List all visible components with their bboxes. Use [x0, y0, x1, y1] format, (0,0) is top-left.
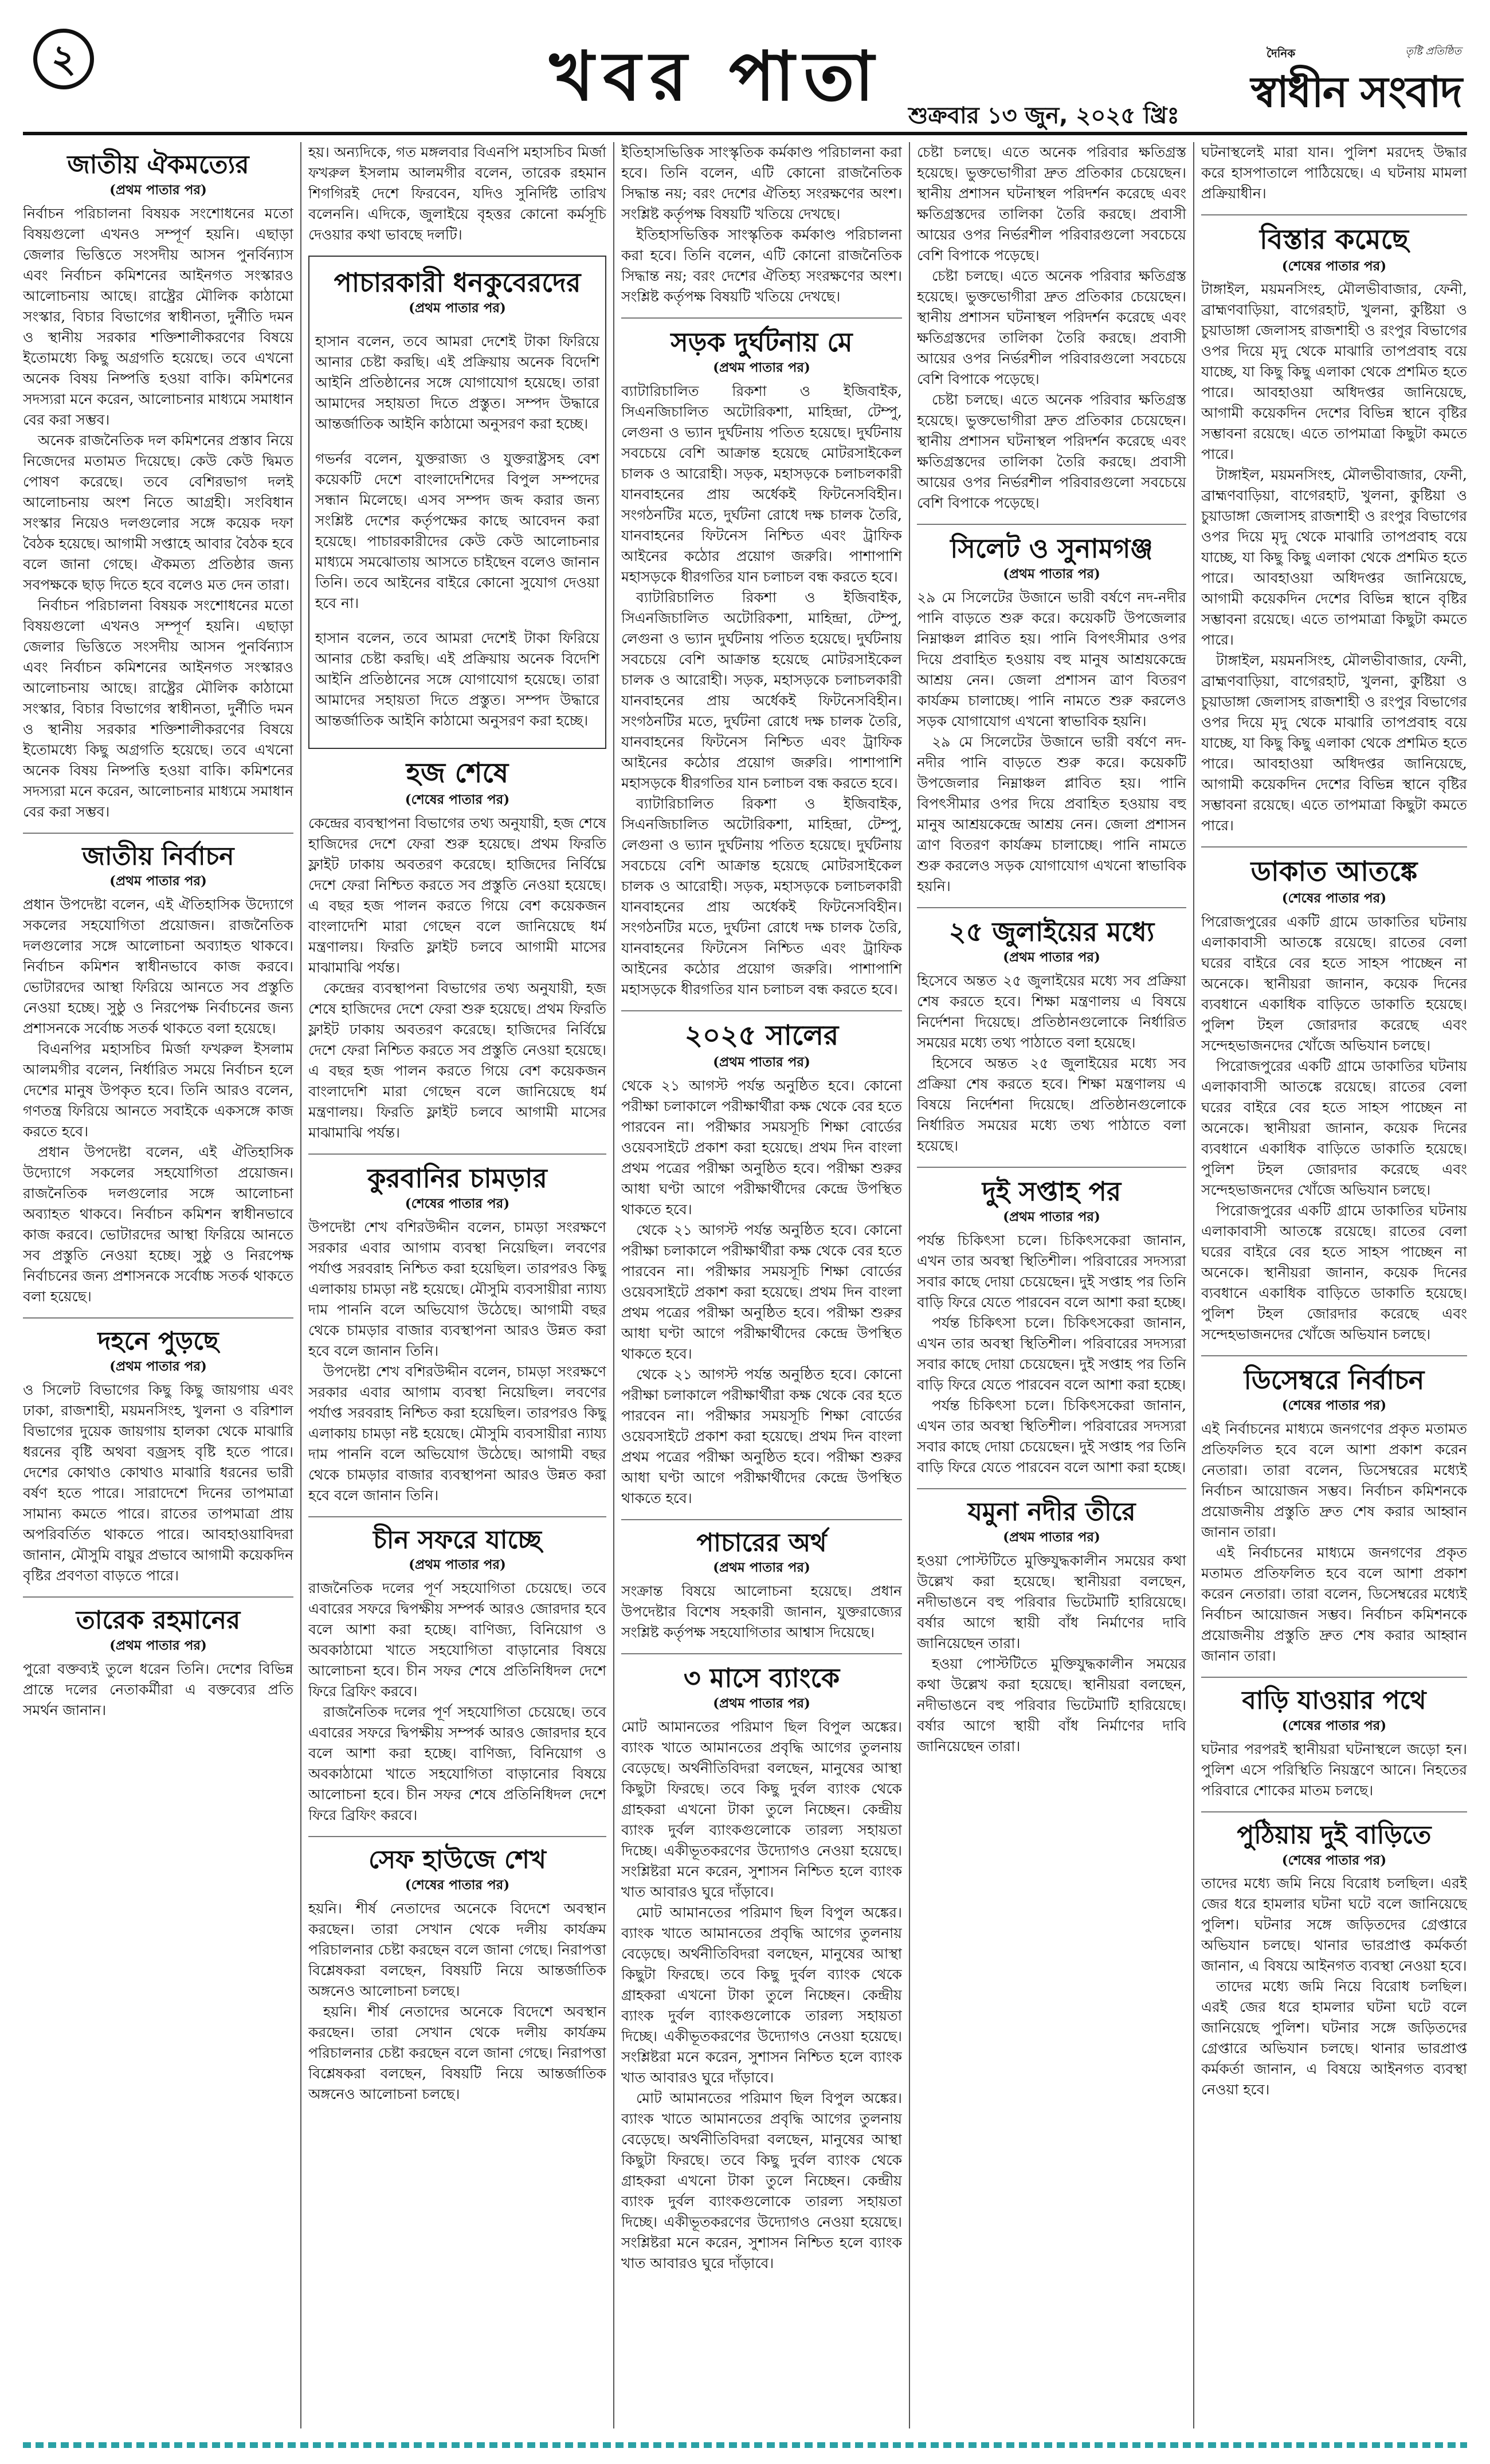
article-headline: ২৫ জুলাইয়ের মধ্যে: [948, 916, 1155, 948]
continuation-label: ( প্রথম পাতার পর ): [1003, 566, 1100, 582]
article-hajj-seshe: [308, 757, 606, 1143]
brand-daily-label: দৈনিক: [1266, 46, 1296, 60]
article-paragraph: পর্যন্ত চিকিৎসা চলে। চিকিৎসকেরা জানান, এখন তার অবস্থা স্থিতিশীল। পরিবারের সদস্যরা সবার কাছে দোয়া চেয়েছেন। দুই সপ্তাহ পর তিনি বাড়ি ফিরে যেতে পারবেন বলে আশা করা হচ্ছে।: [917, 1397, 1186, 1476]
continuation-label: ( প্রথম পাতার পর ): [713, 360, 810, 375]
article-paragraph: হাসান বলেন, তবে আমরা দেশেই টাকা ফিরিয়ে আনার চেষ্টা করছি। এই প্রক্রিয়ায় অনেক বিদেশি আইনি প্রতিষ্ঠানের সঙ্গে যোগাযোগ হয়েছে। তারা আমাদের সহায়তা দিতে প্রস্তুত। সম্পদ উদ্ধারে আন্তর্জাতিক আইনি কাঠামো অনুসরণ করা হচ্ছে।: [315, 630, 599, 729]
column-1: [23, 142, 293, 2428]
article-paragraph: এই নির্বাচনের মাধ্যমে জনগণের প্রকৃত মতামত প্রতিফলিত হবে বলে আশা প্রকাশ করেন নেতারা। তারা বলেন, ডিসেম্বরের মধ্যেই নির্বাচন আয়োজন সম্ভব। নির্বাচন কমিশনকে প্রয়োজনীয় প্রস্তুতি দ্রুত শেষ করার আহ্বান জানান তারা।: [1201, 1544, 1467, 1665]
article-paragraph: ও সিলেট বিভাগের কিছু কিছু জায়গায় এবং ঢাকা, রাজশাহী, ময়মনসিংহ, খুলনা ও বরিশাল বিভাগের দুয়েক জায়গায় হালকা থেকে মাঝারি ধরনের বৃষ্টি অথবা বজ্রসহ বৃষ্টি হতে পারে। দেশের কোথাও কোথাও মাঝারি ধরনের ভারী বর্ষণ হতে পারে। সারাদেশে দিনের তাপমাত্রা সামান্য কমতে পারে। রাতের তাপমাত্রা প্রায় অপরিবর্তিত থাকতে পারে। আবহাওয়াবিদরা জানান, মৌসুমি বায়ুর প্রভাবে আগামী কয়েকদিন বৃষ্টির প্রবণতা বাড়তে পারে।: [23, 1382, 293, 1584]
article-paragraph: মোট আমানতের পরিমাণ ছিল বিপুল অঙ্কের। ব্যাংক খাতে আমানতের প্রবৃদ্ধি আগের তুলনায় বেড়েছে। অর্থনীতিবিদরা বলছেন, মানুষের আস্থা কিছুটা ফিরছে। তবে কিছু দুর্বল ব্যাংক থেকে গ্রাহকরা এখনো টাকা তুলে নিচ্ছেন। কেন্দ্রীয় ব্যাংক দুর্বল ব্যাংকগুলোকে তারল্য সহায়তা দিচ্ছে। একীভূতকরণের উদ্যোগও নেওয়া হয়েছে। সংশ্লিষ্টরা মনে করেন, সুশাসন নিশ্চিত হলে ব্যাংক খাত আবারও ঘুরে দাঁড়াবে।: [621, 1718, 902, 1901]
brand-logo-text: স্বাধীন সংবাদ: [1250, 68, 1461, 117]
continuation-label: ( শেষের পাতার পর ): [1282, 1398, 1386, 1413]
continuation-label: ( শেষের পাতার পর ): [1282, 890, 1386, 906]
continuation-label: ( প্রথম পাতার পর ): [713, 1560, 810, 1575]
continuation-label: ( প্রথম পাতার পর ): [1003, 949, 1100, 965]
article-paragraph: বিএনপির মহাসচিব মির্জা ফখরুল ইসলাম আলমগীর বলেন, নির্ধারিত সময়ে নির্বাচন হলে দেশের মানুষ উপকৃত হবে। তিনি আরও বলেন, গণতন্ত্র ফিরিয়ে আনতে সবাইকে একসঙ্গে কাজ করতে হবে।: [23, 1041, 293, 1140]
article-kurbanir-chamra: [308, 1163, 606, 1506]
page-number: ২: [33, 29, 94, 89]
continuation-label: ( প্রথম পাতার পর ): [109, 1359, 207, 1374]
article-paragraph: তাদের মধ্যে জমি নিয়ে বিরোধ চলছিল। এরই জের ধরে হামলার ঘটনা ঘটে বলে জানিয়েছে পুলিশ। ঘটনার সঙ্গে জড়িতদের গ্রেপ্তারে অভিযান চলছে। থানার ভারপ্রাপ্ত কর্মকর্তা জানান, এ বিষয়ে আইনগত ব্যবস্থা নেওয়া হবে।: [1201, 1875, 1467, 1975]
article-headline: কুরবানির চামড়ার: [367, 1162, 547, 1194]
decorative-bottom-border: [23, 2442, 1467, 2448]
article-paragraph: নির্বাচন পরিচালনা বিষয়ক সংশোধনের মতো বিষয়গুলো এখনও সম্পূর্ণ হয়নি। এছাড়া জেলার ভিত্তিতে সংসদীয় আসন পুনর্বিন্যাস এবং নির্বাচন কমিশনের আইনগত সংস্কারও আলোচনায় আছে। রাষ্ট্রের মৌলিক কাঠামো সংস্কার, বিচার বিভাগের স্বাধীনতা, দুর্নীতি দমন ও স্থানীয় সরকার শক্তিশালীকরণের বিষয়ে ইতোমধ্যে কিছু অগ্রগতি হয়েছে। তবে এখনো অনেক বিষয় নিষ্পত্তি হওয়া বাকি। কমিশনের সদস্যরা মনে করেন, আলোচনার মাধ্যমে সমাধান বের করা সম্ভব।: [23, 205, 293, 428]
column-divider: [621, 1653, 902, 1654]
article-headline: ডাকাত আতঙ্কে: [1250, 856, 1418, 888]
article-paragraph: পর্যন্ত চিকিৎসা চলে। চিকিৎসকেরা জানান, এখন তার অবস্থা স্থিতিশীল। পরিবারের সদস্যরা সবার কাছে দোয়া চেয়েছেন। দুই সপ্তাহ পর তিনি বাড়ি ফিরে যেতে পারবেন বলে আশা করা হচ্ছে।: [917, 1315, 1186, 1394]
column-5: [1201, 142, 1467, 2428]
article-dui-soptaho-por: [917, 1176, 1186, 1478]
column-rule: [613, 142, 614, 2428]
article-columns: [23, 142, 1467, 2428]
article-paragraph: ব্যাটারিচালিত রিকশা ও ইজিবাইক, সিএনজিচালিত অটোরিকশা, মাহিন্দ্রা, টেম্পু, লেগুনা ও ভ্যান দুর্ঘটনায় পতিত হয়েছে। দুর্ঘটনায় সবচেয়ে বেশি আক্রান্ত হয়েছে মোটরসাইকেল চালক ও আরোহী। সড়ক, মহাসড়কে চলাচলকারী যানবাহনের প্রায় অর্ধেকই ফিটনেসবিহীন। সংগঠনটির মতে, দুর্ঘটনা রোধে দক্ষ চালক তৈরি, যানবাহনের ফিটনেস নিশ্চিত এবং ট্রাফিক আইনের কঠোর প্রয়োগ জরুরি। পাশাপাশি মহাসড়কে ধীরগতির যান চলাচল বন্ধ করতে হবে।: [621, 589, 902, 792]
article-paragraph: ঘটনাস্থলেই মারা যান। পুলিশ মরদেহ উদ্ধার করে হাসপাতালে পাঠিয়েছে। এ ঘটনায় মামলা প্রক্রিয়াধীন।: [1201, 144, 1467, 202]
column-divider: [917, 907, 1186, 908]
continuation-label: ( প্রথম পাতার পর ): [109, 873, 207, 889]
publication-date: শুক্রবার ১৩ জুন, ২০২৫ খ্রিঃ: [908, 103, 1179, 129]
article-paragraph: কেন্দ্রের ব্যবস্থাপনা বিভাগের তথ্য অনুযায়ী, হজ শেষে হাজিদের দেশে ফেরা শুরু হয়েছে। প্রথম ফিরতি ফ্লাইট ঢাকায় অবতরণ করেছে। হাজিদের নির্বিঘ্নে দেশে ফেরা নিশ্চিত করতে সব প্রস্তুতি নেওয়া হয়েছে। এ বছর হজ পালন করতে গিয়ে বেশ কয়েকজন বাংলাদেশি মারা গেছেন বলে জানিয়েছে ধর্ম মন্ত্রণালয়। ফিরতি ফ্লাইট চলবে আগামী মাসের মাঝামাঝি পর্যন্ত।: [308, 814, 606, 976]
column-divider: [917, 1488, 1186, 1489]
article-paragraph: মোট আমানতের পরিমাণ ছিল বিপুল অঙ্কের। ব্যাংক খাতে আমানতের প্রবৃদ্ধি আগের তুলনায় বেড়েছে। অর্থনীতিবিদরা বলছেন, মানুষের আস্থা কিছুটা ফিরছে। তবে কিছু দুর্বল ব্যাংক থেকে গ্রাহকরা এখনো টাকা তুলে নিচ্ছেন। কেন্দ্রীয় ব্যাংক দুর্বল ব্যাংকগুলোকে তারল্য সহায়তা দিচ্ছে। একীভূতকরণের উদ্যোগও নেওয়া হয়েছে। সংশ্লিষ্টরা মনে করেন, সুশাসন নিশ্চিত হলে ব্যাংক খাত আবারও ঘুরে দাঁড়াবে।: [621, 2090, 902, 2272]
article-paragraph: মোট আমানতের পরিমাণ ছিল বিপুল অঙ্কের। ব্যাংক খাতে আমানতের প্রবৃদ্ধি আগের তুলনায় বেড়েছে। অর্থনীতিবিদরা বলছেন, মানুষের আস্থা কিছুটা ফিরছে। তবে কিছু দুর্বল ব্যাংক থেকে গ্রাহকরা এখনো টাকা তুলে নিচ্ছেন। কেন্দ্রীয় ব্যাংক দুর্বল ব্যাংকগুলোকে তারল্য সহায়তা দিচ্ছে। একীভূতকরণের উদ্যোগও নেওয়া হয়েছে। সংশ্লিষ্টরা মনে করেন, সুশাসন নিশ্চিত হলে ব্যাংক খাত আবারও ঘুরে দাঁড়াবে।: [621, 1904, 902, 2086]
article-paragraph: থেকে ২১ আগস্ট পর্যন্ত অনুষ্ঠিত হবে। কোনো পরীক্ষা চলাকালে পরীক্ষার্থীরা কক্ষ থেকে বের হতে পারবেন না। পরীক্ষার সময়সূচি শিক্ষা বোর্ডের ওয়েবসাইটে প্রকাশ করা হয়েছে। প্রথম দিন বাংলা প্রথম পত্রের পরীক্ষা অনুষ্ঠিত হবে। পরীক্ষা শুরুর আধা ঘণ্টা আগে পরীক্ষার্থীদের কেন্দ্রে উপস্থিত থাকতে হবে।: [621, 1366, 902, 1506]
column-divider: [621, 1519, 902, 1520]
column-2: [308, 142, 606, 2428]
continuation-label: ( শেষের পাতার পর ): [405, 1196, 509, 1211]
article-headline: সেফ হাউজে শেখ: [368, 1845, 546, 1875]
article-paragraph: রাজনৈতিক দলের পূর্ণ সহযোগিতা চেয়েছে। তবে এবারের সফরে দ্বিপক্ষীয় সম্পর্ক আরও জোরদার হবে বলে আশা করা হচ্ছে। বাণিজ্য, বিনিয়োগ ও অবকাঠামো খাতে সহযোগিতা বাড়ানোর বিষয়ে আলোচনা হবে। চীন সফর শেষে প্রতিনিধিদল দেশে ফিরে ব্রিফিং করবে।: [308, 1580, 606, 1700]
article-paragraph: পিরোজপুরের একটি গ্রামে ডাকাতির ঘটনায় এলাকাবাসী আতঙ্কে রয়েছে। রাতের বেলা ঘরের বাইরে বের হতে সাহস পাচ্ছেন না অনেকে। স্থানীয়রা জানান, কয়েক দিনের ব্যবধানে একাধিক বাড়িতে ডাকাতি হয়েছে। পুলিশ টহল জোরদার করেছে এবং সন্দেহভাজনদের খোঁজে অভিযান চলছে।: [1201, 913, 1467, 1054]
article-jatiyo-oikkomotto: [23, 150, 293, 822]
article-jamuna-nodi: [917, 1497, 1186, 1757]
column-rule: [909, 142, 910, 2428]
continuation-label: ( শেষের পাতার পর ): [1282, 258, 1386, 274]
article-headline: সিলেট ও সুনামগঞ্জ: [950, 533, 1153, 564]
continuation-label: ( শেষের পাতার পর ): [405, 792, 509, 807]
column-divider: [23, 833, 293, 834]
article-paragraph: ইতিহাসভিত্তিক সাংস্কৃতিক কর্মকাণ্ড পরিচালনা করা হবে। তিনি বলেন, এটি কোনো রাজনৈতিক সিদ্ধান্ত নয়; বরং দেশের ঐতিহ্য সংরক্ষণের অংশ। সংশ্লিষ্ট কর্তৃপক্ষ বিষয়টি খতিয়ে দেখছে।: [621, 226, 902, 305]
article-paragraph: চেষ্টা চলছে। এতে অনেক পরিবার ক্ষতিগ্রস্ত হয়েছে। ভুক্তভোগীরা দ্রুত প্রতিকার চেয়েছেন। স্থানীয় প্রশাসন ঘটনাস্থল পরিদর্শন করেছে এবং ক্ষতিগ্রস্তদের তালিকা তৈরি করছে। প্রবাসী আয়ের ওপর নির্ভরশীল পরিবারগুলো সবচেয়ে বেশি বিপাকে পড়েছে।: [917, 144, 1186, 264]
continuation-label: ( শেষের পাতার পর ): [1282, 1853, 1386, 1868]
article-paragraph: হয়নি। শীর্ষ নেতাদের অনেকে বিদেশে অবস্থান করছেন। তারা সেখান থেকে দলীয় কার্যক্রম পরিচালনার চেষ্টা করছেন বলে জানা গেছে। নিরাপত্তা বিশ্লেষকরা বলছেন, বিষয়টি নিয়ে আন্তর্জাতিক অঙ্গনেও আলোচনা চলছে।: [308, 2003, 606, 2103]
article-paragraph: উপদেষ্টা শেখ বশিরউদ্দীন বলেন, চামড়া সংরক্ষণে সরকার এবার আগাম ব্যবস্থা নিয়েছিল। লবণের পর্যাপ্ত সরবরাহ নিশ্চিত করা হয়েছিল। তারপরও কিছু এলাকায় চামড়া নষ্ট হয়েছে। মৌসুমি ব্যবসায়ীরা ন্যায্য দাম পাননি বলে অভিযোগ উঠেছে। আগামী বছর থেকে চামড়ার বাজার ব্যবস্থাপনা আরও উন্নত করা হবে বলে জানান তিনি।: [308, 1363, 606, 1504]
article-headline: তারেক রহমানের: [76, 1606, 241, 1635]
article-headline: ২০২৫ সালের: [684, 1019, 839, 1052]
column-rule: [1193, 142, 1194, 2428]
article-headline: ডিসেম্বরে নির্বাচন: [1244, 1364, 1425, 1395]
article-3-mase-bank: [621, 1662, 902, 2274]
article-pacharer-ortho: [621, 1528, 902, 1643]
article-headline: দুই সপ্তাহ পর: [982, 1176, 1122, 1207]
article-25-july: [917, 916, 1186, 1156]
article-headline: চীন সফরে যাচ্ছে: [373, 1525, 542, 1555]
article-paragraph: পিরোজপুরের একটি গ্রামে ডাকাতির ঘটনায় এলাকাবাসী আতঙ্কে রয়েছে। রাতের বেলা ঘরের বাইরে বের হতে সাহস পাচ্ছেন না অনেকে। স্থানীয়রা জানান, কয়েক দিনের ব্যবধানে একাধিক বাড়িতে ডাকাতি হয়েছে। পুলিশ টহল জোরদার করেছে এবং সন্দেহভাজনদের খোঁজে অভিযান চলছে।: [1201, 1202, 1467, 1343]
article-bari-jawar-pothe: [1201, 1686, 1467, 1801]
column-divider: [1201, 214, 1467, 215]
continuation-label: ( প্রথম পাতার পর ): [109, 1638, 207, 1653]
article-paragraph: কেন্দ্রের ব্যবস্থাপনা বিভাগের তথ্য অনুযায়ী, হজ শেষে হাজিদের দেশে ফেরা শুরু হয়েছে। প্রথম ফিরতি ফ্লাইট ঢাকায় অবতরণ করেছে। হাজিদের নির্বিঘ্নে দেশে ফেরা নিশ্চিত করতে সব প্রস্তুতি নেওয়া হয়েছে। এ বছর হজ পালন করতে গিয়ে বেশ কয়েকজন বাংলাদেশি মারা গেছেন বলে জানিয়েছে ধর্ম মন্ত্রণালয়। ফিরতি ফ্লাইট চলবে আগামী মাসের মাঝামাঝি পর্যন্ত।: [308, 979, 606, 1141]
article-sylhet-sunamganj: [917, 533, 1186, 897]
article-paragraph: অনেক রাজনৈতিক দল কমিশনের প্রস্তাব নিয়ে নিজেদের মতামত দিয়েছে। কেউ কেউ দ্বিমত পোষণ করেছে। তবে বেশিরভাগ দলই আলোচনায় অংশ নিতে আগ্রহী। সংবিধান সংস্কার নিয়েও দলগুলোর সঙ্গে কয়েক দফা বৈঠক হয়েছে। আগামী সপ্তাহে আবার বৈঠক হবে বলে জানা গেছে। ঐকমত্য প্রতিষ্ঠার জন্য সবপক্ষকে ছাড় দিতে হবে বলেও মত দেন তারা।: [23, 431, 293, 593]
article-headline: পাচারকারী ধনকুবেরদের: [334, 267, 581, 298]
continuation-label: ( প্রথম পাতার পর ): [713, 1696, 810, 1711]
article-paragraph: ব্যাটারিচালিত রিকশা ও ইজিবাইক, সিএনজিচালিত অটোরিকশা, মাহিন্দ্রা, টেম্পু, লেগুনা ও ভ্যান দুর্ঘটনায় পতিত হয়েছে। দুর্ঘটনায় সবচেয়ে বেশি আক্রান্ত হয়েছে মোটরসাইকেল চালক ও আরোহী। সড়ক, মহাসড়কে চলাচলকারী যানবাহনের প্রায় অর্ধেকই ফিটনেসবিহীন। সংগঠনটির মতে, দুর্ঘটনা রোধে দক্ষ চালক তৈরি, যানবাহনের ফিটনেস নিশ্চিত এবং ট্রাফিক আইনের কঠোর প্রয়োগ জরুরি। পাশাপাশি মহাসড়কে ধীরগতির যান চলাচল বন্ধ করতে হবে।: [621, 383, 902, 586]
article-tarek-rahman: [23, 1606, 293, 1721]
article-headline: জাতীয় ঐকমত্যের: [67, 150, 249, 179]
article-paragraph: হয়। অন্যদিকে, গত মঙ্গলবার বিএনপি মহাসচিব মির্জা ফখরুল ইসলাম আলমগীর বলেন, তারেক রহমান শিগগিরই দেশে ফিরবেন, যদিও সুনির্দিষ্ট তারিখ বলেননি। এদিকে, জুলাইয়ে বৃহত্তর কোনো কর্মসূচি দেওয়ার কথা ভাবছে দলটি।: [308, 144, 606, 243]
article-headline: দহনে পুড়ছে: [97, 1327, 219, 1356]
article-dakat-atonke: [1201, 856, 1467, 1344]
article-paragraph: ২৯ মে সিলেটের উজানে ভারী বর্ষণে নদ-নদীর পানি বাড়তে শুরু করে। কয়েকটি উপজেলার নিম্নাঞ্চল প্লাবিত হয়। পানি বিপৎসীমার ওপর দিয়ে প্রবাহিত হওয়ায় বহু মানুষ আশ্রয়কেন্দ্রে আশ্রয় নেন। জেলা প্রশাসন ত্রাণ বিতরণ কার্যক্রম চালাচ্ছে। পানি নামতে শুরু করলেও সড়ক যোগাযোগ এখনো স্বাভাবিক হয়নি।: [917, 733, 1186, 895]
article-continued-top: [917, 142, 1186, 513]
article-december-nirbachon: [1201, 1364, 1467, 1666]
column-divider: [621, 317, 902, 319]
article-dohone-purche: [23, 1327, 293, 1586]
article-headline: পাচারের অর্থ: [696, 1528, 827, 1557]
article-paragraph: হিসেবে অন্তত ২৫ জুলাইয়ের মধ্যে সব প্রক্রিয়া শেষ করতে হবে। শিক্ষা মন্ত্রণালয় এ বিষয়ে নির্দেশনা দিয়েছে। প্রতিষ্ঠানগুলোকে নির্ধারিত সময়ের মধ্যে তথ্য পাঠাতে বলা হয়েছে।: [917, 1055, 1186, 1155]
article-paragraph: এই নির্বাচনের মাধ্যমে জনগণের প্রকৃত মতামত প্রতিফলিত হবে বলে আশা প্রকাশ করেন নেতারা। তারা বলেন, ডিসেম্বরের মধ্যেই নির্বাচন আয়োজন সম্ভব। নির্বাচন কমিশনকে প্রয়োজনীয় প্রস্তুতি দ্রুত শেষ করার আহ্বান জানান তারা।: [1201, 1421, 1467, 1541]
continuation-label: ( প্রথম পাতার পর ): [713, 1054, 810, 1070]
article-paragraph: রাজনৈতিক দলের পূর্ণ সহযোগিতা চেয়েছে। তবে এবারের সফরে দ্বিপক্ষীয় সম্পর্ক আরও জোরদার হবে বলে আশা করা হচ্ছে। বাণিজ্য, বিনিয়োগ ও অবকাঠামো খাতে সহযোগিতা বাড়ানোর বিষয়ে আলোচনা হবে। চীন সফর শেষে প্রতিনিধিদল দেশে ফিরে ব্রিফিং করবে।: [308, 1704, 606, 1824]
column-divider: [23, 1596, 293, 1598]
article-paragraph: পিরোজপুরের একটি গ্রামে ডাকাতির ঘটনায় এলাকাবাসী আতঙ্কে রয়েছে। রাতের বেলা ঘরের বাইরে বের হতে সাহস পাচ্ছেন না অনেকে। স্থানীয়রা জানান, কয়েক দিনের ব্যবধানে একাধিক বাড়িতে ডাকাতি হয়েছে। পুলিশ টহল জোরদার করেছে এবং সন্দেহভাজনদের খোঁজে অভিযান চলছে।: [1201, 1057, 1467, 1198]
article-paragraph: হওয়া পোস্টটিতে মুক্তিযুদ্ধকালীন সময়ের কথা উল্লেখ করা হয়েছে। স্থানীয়রা বলছেন, নদীভাঙনে বহু পরিবার ভিটেমাটি হারিয়েছে। বর্ষার আগে স্থায়ী বাঁধ নির্মাণের দাবি জানিয়েছেন তারা।: [917, 1655, 1186, 1755]
article-paragraph: ব্যাটারিচালিত রিকশা ও ইজিবাইক, সিএনজিচালিত অটোরিকশা, মাহিন্দ্রা, টেম্পু, লেগুনা ও ভ্যান দুর্ঘটনায় পতিত হয়েছে। দুর্ঘটনায় সবচেয়ে বেশি আক্রান্ত হয়েছে মোটরসাইকেল চালক ও আরোহী। সড়ক, মহাসড়কে চলাচলকারী যানবাহনের প্রায় অর্ধেকই ফিটনেসবিহীন। সংগঠনটির মতে, দুর্ঘটনা রোধে দক্ষ চালক তৈরি, যানবাহনের ফিটনেস নিশ্চিত এবং ট্রাফিক আইনের কঠোর প্রয়োগ জরুরি। পাশাপাশি মহাসড়কে ধীরগতির যান চলাচল বন্ধ করতে হবে।: [621, 795, 902, 998]
article-paragraph: প্রধান উপদেষ্টা বলেন, এই ঐতিহাসিক উদ্যোগে সকলের সহযোগিতা প্রয়োজন। রাজনৈতিক দলগুলোর সঙ্গে আলোচনা অব্যাহত থাকবে। নির্বাচন কমিশন স্বাধীনভাবে কাজ করবে। ভোটারদের আস্থা ফিরিয়ে আনতে সব প্রস্তুতি নেওয়া হচ্ছে। সুষ্ঠু ও নিরপেক্ষ নির্বাচনের জন্য প্রশাসনকে সর্বোচ্চ সতর্ক থাকতে বলা হয়েছে।: [23, 1144, 293, 1305]
article-paragraph: পর্যন্ত চিকিৎসা চলে। চিকিৎসকেরা জানান, এখন তার অবস্থা স্থিতিশীল। পরিবারের সদস্যরা সবার কাছে দোয়া চেয়েছেন। দুই সপ্তাহ পর তিনি বাড়ি ফিরে যেতে পারবেন বলে আশা করা হচ্ছে।: [917, 1232, 1186, 1311]
continuation-label: ( প্রথম পাতার পর ): [109, 182, 207, 198]
column-rule: [300, 142, 301, 2428]
article-paragraph: টাঙ্গাইল, ময়মনসিংহ, মৌলভীবাজার, ফেনী, ব্রাহ্মণবাড়িয়া, বাগেরহাট, খুলনা, কুষ্টিয়া ও চুয়াডাঙ্গা জেলাসহ রাজশাহী ও রংপুর বিভাগের ওপর দিয়ে মৃদু থেকে মাঝারি তাপপ্রবাহ বয়ে যাচ্ছে, যা কিছু কিছু এলাকা থেকে প্রশমিত হতে পারে। আবহাওয়া অধিদপ্তর জানিয়েছে, আগামী কয়েকদিন দেশের বিভিন্ন স্থানে বৃষ্টির সম্ভাবনা রয়েছে। এতে তাপমাত্রা কিছুটা কমতে পারে।: [1201, 281, 1467, 463]
article-headline: বাড়ি যাওয়ার পথে: [1242, 1686, 1426, 1716]
article-paragraph: ২৯ মে সিলেটের উজানে ভারী বর্ষণে নদ-নদীর পানি বাড়তে শুরু করে। কয়েকটি উপজেলার নিম্নাঞ্চল প্লাবিত হয়। পানি বিপৎসীমার ওপর দিয়ে প্রবাহিত হওয়ায় বহু মানুষ আশ্রয়কেন্দ্রে আশ্রয় নেন। জেলা প্রশাসন ত্রাণ বিতরণ কার্যক্রম চালাচ্ছে। পানি নামতে শুরু করলেও সড়ক যোগাযোগ এখনো স্বাভাবিক হয়নি।: [917, 589, 1186, 730]
continuation-label: ( প্রথম পাতার পর ): [409, 300, 506, 316]
column-divider: [308, 1516, 606, 1517]
article-bistar-komeche: [1201, 223, 1467, 836]
article-paragraph: টাঙ্গাইল, ময়মনসিংহ, মৌলভীবাজার, ফেনী, ব্রাহ্মণবাড়িয়া, বাগেরহাট, খুলনা, কুষ্টিয়া ও চুয়াডাঙ্গা জেলাসহ রাজশাহী ও রংপুর বিভাগের ওপর দিয়ে মৃদু থেকে মাঝারি তাপপ্রবাহ বয়ে যাচ্ছে, যা কিছু কিছু এলাকা থেকে প্রশমিত হতে পারে। আবহাওয়া অধিদপ্তর জানিয়েছে, আগামী কয়েকদিন দেশের বিভিন্ন স্থানে বৃষ্টির সম্ভাবনা রয়েছে। এতে তাপমাত্রা কিছুটা কমতে পারে।: [1201, 652, 1467, 834]
masthead: [23, 11, 1467, 135]
article-paragraph: চেষ্টা চলছে। এতে অনেক পরিবার ক্ষতিগ্রস্ত হয়েছে। ভুক্তভোগীরা দ্রুত প্রতিকার চেয়েছেন। স্থানীয় প্রশাসন ঘটনাস্থল পরিদর্শন করেছে এবং ক্ষতিগ্রস্তদের তালিকা তৈরি করছে। প্রবাসী আয়ের ওপর নির্ভরশীল পরিবারগুলো সবচেয়ে বেশি বিপাকে পড়েছে।: [917, 268, 1186, 387]
column-divider: [917, 524, 1186, 525]
article-paragraph: টাঙ্গাইল, ময়মনসিংহ, মৌলভীবাজার, ফেনী, ব্রাহ্মণবাড়িয়া, বাগেরহাট, খুলনা, কুষ্টিয়া ও চুয়াডাঙ্গা জেলাসহ রাজশাহী ও রংপুর বিভাগের ওপর দিয়ে মৃদু থেকে মাঝারি তাপপ্রবাহ বয়ে যাচ্ছে, যা কিছু কিছু এলাকা থেকে প্রশমিত হতে পারে। আবহাওয়া অধিদপ্তর জানিয়েছে, আগামী কয়েকদিন দেশের বিভিন্ন স্থানে বৃষ্টির সম্ভাবনা রয়েছে। এতে তাপমাত্রা কিছুটা কমতে পারে।: [1201, 466, 1467, 649]
article-paragraph: নির্বাচন পরিচালনা বিষয়ক সংশোধনের মতো বিষয়গুলো এখনও সম্পূর্ণ হয়নি। এছাড়া জেলার ভিত্তিতে সংসদীয় আসন পুনর্বিন্যাস এবং নির্বাচন কমিশনের আইনগত সংস্কারও আলোচনায় আছে। রাষ্ট্রের মৌলিক কাঠামো সংস্কার, বিচার বিভাগের স্বাধীনতা, দুর্নীতি দমন ও স্থানীয় সরকার শক্তিশালীকরণের বিষয়ে ইতোমধ্যে কিছু অগ্রগতি হয়েছে। তবে এখনো অনেক বিষয় নিষ্পত্তি হওয়া বাকি। কমিশনের সদস্যরা মনে করেন, আলোচনার মাধ্যমে সমাধান বের করা সম্ভব।: [23, 597, 293, 820]
article-paragraph: চেষ্টা চলছে। এতে অনেক পরিবার ক্ষতিগ্রস্ত হয়েছে। ভুক্তভোগীরা দ্রুত প্রতিকার চেয়েছেন। স্থানীয় প্রশাসন ঘটনাস্থল পরিদর্শন করেছে এবং ক্ষতিগ্রস্তদের তালিকা তৈরি করছে। প্রবাসী আয়ের ওপর নির্ভরশীল পরিবারগুলো সবচেয়ে বেশি বিপাকে পড়েছে।: [917, 391, 1186, 511]
column-divider: [23, 1317, 293, 1319]
continuation-label: ( শেষের পাতার পর ): [405, 1877, 509, 1893]
article-headline: হজ শেষে: [406, 757, 509, 790]
continuation-label: ( প্রথম পাতার পর ): [1003, 1209, 1100, 1225]
article-headline: ৩ মাসে ব্যাংকে: [683, 1662, 840, 1694]
article-safe-house: [308, 1845, 606, 2105]
article-continued-top: [1201, 142, 1467, 204]
article-paragraph: থেকে ২১ আগস্ট পর্যন্ত অনুষ্ঠিত হবে। কোনো পরীক্ষা চলাকালে পরীক্ষার্থীরা কক্ষ থেকে বের হতে পারবেন না। পরীক্ষার সময়সূচি শিক্ষা বোর্ডের ওয়েবসাইটে প্রকাশ করা হয়েছে। প্রথম দিন বাংলা প্রথম পত্রের পরীক্ষা অনুষ্ঠিত হবে। পরীক্ষা শুরুর আধা ঘণ্টা আগে পরীক্ষার্থীদের কেন্দ্রে উপস্থিত থাকতে হবে।: [621, 1077, 902, 1218]
continuation-label: ( প্রথম পাতার পর ): [409, 1557, 506, 1572]
newspaper-brand: [1192, 43, 1461, 117]
article-paragraph: সংক্রান্ত বিষয়ে আলোচনা হয়েছে। প্রধান উপদেষ্টার বিশেষ সহকারী জানান, যুক্তরাজ্যের সংশ্লিষ্ট কর্তৃপক্ষ সহযোগিতার আশ্বাস দিয়েছে।: [621, 1583, 902, 1641]
article-continued-top: [308, 142, 606, 245]
column-3: [621, 142, 902, 2428]
section-title: খবর পাতা: [549, 37, 884, 116]
article-paragraph: গভর্নর বলেন, যুক্তরাজ্য ও যুক্তরাষ্ট্রসহ বেশ কয়েকটি দেশে বাংলাদেশিদের বিপুল সম্পদের সন্ধান মিলেছে। এসব সম্পদ জব্দ করার জন্য সংশ্লিষ্ট দেশের কর্তৃপক্ষের কাছে আবেদন করা হয়েছে। পাচারকারীদের কেউ কেউ আলোচনার মাধ্যমে সমঝোতায় আসতে চাইছেন বলেও জানান তিনি। তবে আইনের বাইরে কোনো সুযোগ দেওয়া হবে না।: [315, 450, 599, 612]
column-divider: [308, 1836, 606, 1837]
article-paragraph: পুরো বক্তব্যই তুলে ধরেন তিনি। দেশের বিভিন্ন প্রান্তে দলের নেতাকর্মীরা এ বক্তব্যের প্রতি সমর্থন জানান।: [23, 1660, 293, 1718]
column-divider: [1201, 1355, 1467, 1356]
article-pacharkari-dhonkuber: [308, 256, 606, 749]
article-paragraph: ঘটনার পরপরই স্থানীয়রা ঘটনাস্থলে জড়ো হন। পুলিশ এসে পরিস্থিতি নিয়ন্ত্রণে আনে। নিহতের পরিবারে শোকের মাতম চলছে।: [1201, 1740, 1467, 1799]
article-paragraph: প্রধান উপদেষ্টা বলেন, এই ঐতিহাসিক উদ্যোগে সকলের সহযোগিতা প্রয়োজন। রাজনৈতিক দলগুলোর সঙ্গে আলোচনা অব্যাহত থাকবে। নির্বাচন কমিশন স্বাধীনভাবে কাজ করবে। ভোটারদের আস্থা ফিরিয়ে আনতে সব প্রস্তুতি নেওয়া হচ্ছে। সুষ্ঠু ও নিরপেক্ষ নির্বাচনের জন্য প্রশাসনকে সর্বোচ্চ সতর্ক থাকতে বলা হয়েছে।: [23, 896, 293, 1037]
column-divider: [308, 1153, 606, 1155]
article-headline: পুঠিয়ায় দুই বাড়িতে: [1237, 1820, 1432, 1850]
article-paragraph: তাদের মধ্যে জমি নিয়ে বিরোধ চলছিল। এরই জের ধরে হামলার ঘটনা ঘটে বলে জানিয়েছে পুলিশ। ঘটনার সঙ্গে জড়িতদের গ্রেপ্তারে অভিযান চলছে। থানার ভারপ্রাপ্ত কর্মকর্তা জানান, এ বিষয়ে আইনগত ব্যবস্থা নেওয়া হবে।: [1201, 1978, 1467, 2098]
article-china-sofor: [308, 1525, 606, 1826]
continuation-label: ( শেষের পাতার পর ): [1282, 1718, 1386, 1733]
article-jatiyo-nirbachon: [23, 842, 293, 1308]
column-divider: [621, 1010, 902, 1011]
article-paragraph: হাসান বলেন, তবে আমরা দেশেই টাকা ফিরিয়ে আনার চেষ্টা করছি। এই প্রক্রিয়ায় অনেক বিদেশি আইনি প্রতিষ্ঠানের সঙ্গে যোগাযোগ হয়েছে। তারা আমাদের সহায়তা দিতে প্রস্তুত। সম্পদ উদ্ধারে আন্তর্জাতিক আইনি কাঠামো অনুসরণ করা হচ্ছে।: [315, 333, 599, 433]
column-divider: [917, 1167, 1186, 1168]
article-paragraph: ইতিহাসভিত্তিক সাংস্কৃতিক কর্মকাণ্ড পরিচালনা করা হবে। তিনি বলেন, এটি কোনো রাজনৈতিক সিদ্ধান্ত নয়; বরং দেশের ঐতিহ্য সংরক্ষণের অংশ। সংশ্লিষ্ট কর্তৃপক্ষ বিষয়টি খতিয়ে দেখছে।: [621, 144, 902, 222]
article-paragraph: হিসেবে অন্তত ২৫ জুলাইয়ের মধ্যে সব প্রক্রিয়া শেষ করতে হবে। শিক্ষা মন্ত্রণালয় এ বিষয়ে নির্দেশনা দিয়েছে। প্রতিষ্ঠানগুলোকে নির্ধারিত সময়ের মধ্যে তথ্য পাঠাতে বলা হয়েছে।: [917, 972, 1186, 1051]
article-continued-top: [621, 142, 902, 307]
brand-tagline: তৃষ্টি প্রতিষ্ঠিত: [1405, 45, 1461, 57]
article-puthia-dui-bari: [1201, 1820, 1467, 2101]
column-divider: [1201, 1677, 1467, 1678]
column-divider: [1201, 846, 1467, 848]
article-headline: জাতীয় নির্বাচন: [82, 841, 234, 871]
article-paragraph: হওয়া পোস্টটিতে মুক্তিযুদ্ধকালীন সময়ের কথা উল্লেখ করা হয়েছে। স্থানীয়রা বলছেন, নদীভাঙনে বহু পরিবার ভিটেমাটি হারিয়েছে। বর্ষার আগে স্থায়ী বাঁধ নির্মাণের দাবি জানিয়েছেন তারা।: [917, 1552, 1186, 1651]
article-2025-saler: [621, 1019, 902, 1508]
column-divider: [1201, 1811, 1467, 1812]
article-paragraph: থেকে ২১ আগস্ট পর্যন্ত অনুষ্ঠিত হবে। কোনো পরীক্ষা চলাকালে পরীক্ষার্থীরা কক্ষ থেকে বের হতে পারবেন না। পরীক্ষার সময়সূচি শিক্ষা বোর্ডের ওয়েবসাইটে প্রকাশ করা হয়েছে। প্রথম দিন বাংলা প্রথম পত্রের পরীক্ষা অনুষ্ঠিত হবে। পরীক্ষা শুরুর আধা ঘণ্টা আগে পরীক্ষার্থীদের কেন্দ্রে উপস্থিত থাকতে হবে।: [621, 1221, 902, 1362]
article-headline: বিস্তার কমেছে: [1260, 223, 1409, 256]
article-headline: যমুনা নদীর তীরে: [967, 1497, 1136, 1527]
continuation-label: ( প্রথম পাতার পর ): [1003, 1529, 1100, 1545]
article-headline: সড়ক দুর্ঘটনায় মে: [670, 327, 853, 358]
column-4: [917, 142, 1186, 2428]
article-sorok-durghotona: [621, 327, 902, 1000]
article-paragraph: হয়নি। শীর্ষ নেতাদের অনেকে বিদেশে অবস্থান করছেন। তারা সেখান থেকে দলীয় কার্যক্রম পরিচালনার চেষ্টা করছেন বলে জানা গেছে। নিরাপত্তা বিশ্লেষকরা বলছেন, বিষয়টি নিয়ে আন্তর্জাতিক অঙ্গনেও আলোচনা চলছে।: [308, 1900, 606, 2000]
article-paragraph: উপদেষ্টা শেখ বশিরউদ্দীন বলেন, চামড়া সংরক্ষণে সরকার এবার আগাম ব্যবস্থা নিয়েছিল। লবণের পর্যাপ্ত সরবরাহ নিশ্চিত করা হয়েছিল। তারপরও কিছু এলাকায় চামড়া নষ্ট হয়েছে। মৌসুমি ব্যবসায়ীরা ন্যায্য দাম পাননি বলে অভিযোগ উঠেছে। আগামী বছর থেকে চামড়ার বাজার ব্যবস্থাপনা আরও উন্নত করা হবে বলে জানান তিনি।: [308, 1218, 606, 1359]
